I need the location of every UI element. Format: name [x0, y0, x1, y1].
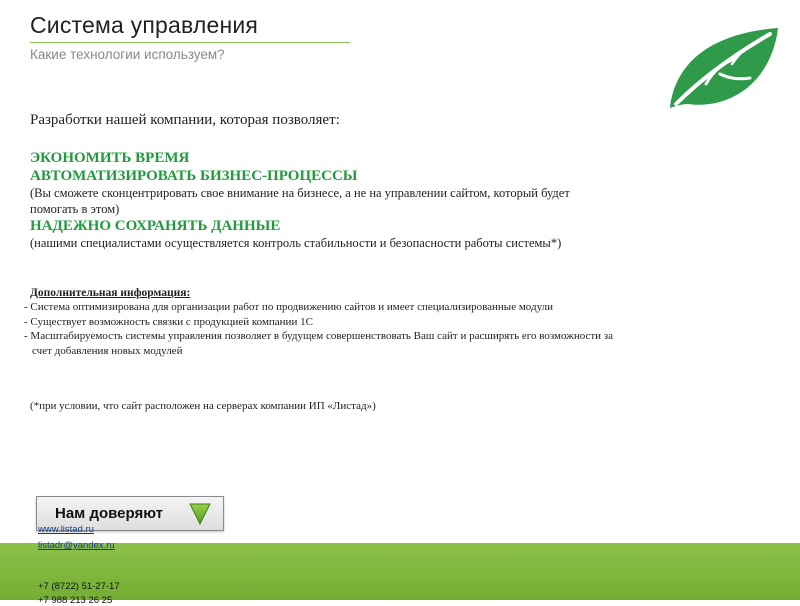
- email-link[interactable]: listadr@yandex.ru: [38, 540, 115, 551]
- triangle-down-icon: [188, 502, 212, 526]
- feature-automate-note: (Вы сможете сконцентрировать свое внимание на бизнесе, а не на управлении сайтом, который будет помогать в этом): [30, 186, 570, 216]
- additional-info-heading: Дополнительная информация:: [30, 287, 191, 299]
- intro-text: Разработки нашей компании, которая позволяет:: [30, 112, 340, 128]
- feature-store-data-note: (нашими специалистами осуществляется контроль стабильности и безопасности работы системы*): [30, 236, 562, 250]
- list-item: - Система оптимизирована для организации работ по продвижению сайтов и имеет специализированные модули: [24, 301, 553, 313]
- page-subtitle: Какие технологии используем?: [30, 47, 225, 62]
- trust-button-label: Нам доверяют: [55, 505, 163, 522]
- website-link[interactable]: www.listad.ru: [38, 524, 94, 535]
- title-divider: [30, 42, 350, 43]
- additional-info-list: [24, 300, 624, 358]
- feature-automate-processes: АВТОМАТИЗИРОВАТЬ БИЗНЕС-ПРОЦЕССЫ: [30, 168, 358, 184]
- phone-number-secondary: +7 988 213 26 25: [38, 595, 113, 606]
- list-item: - Существует возможность связки с продукцией компании 1С: [24, 315, 313, 328]
- leaf-logo-icon: [662, 20, 782, 115]
- list-item: - Масштабируемость системы управления позволяет в будущем совершенствовать Ваш сайт и расширять его возможности за счет добавления новых модулей: [24, 330, 614, 357]
- feature-save-time: ЭКОНОМИТЬ ВРЕМЯ: [30, 150, 190, 166]
- footnote: (*при условии, что сайт расположен на серверах компании ИП «Листад»): [30, 400, 376, 412]
- phone-number-primary: +7 (8722) 51-27-17: [38, 581, 120, 592]
- feature-store-data: НАДЕЖНО СОХРАНЯТЬ ДАННЫЕ: [30, 218, 281, 234]
- page-title: Система управления: [30, 12, 259, 38]
- footer-bar: [0, 543, 800, 600]
